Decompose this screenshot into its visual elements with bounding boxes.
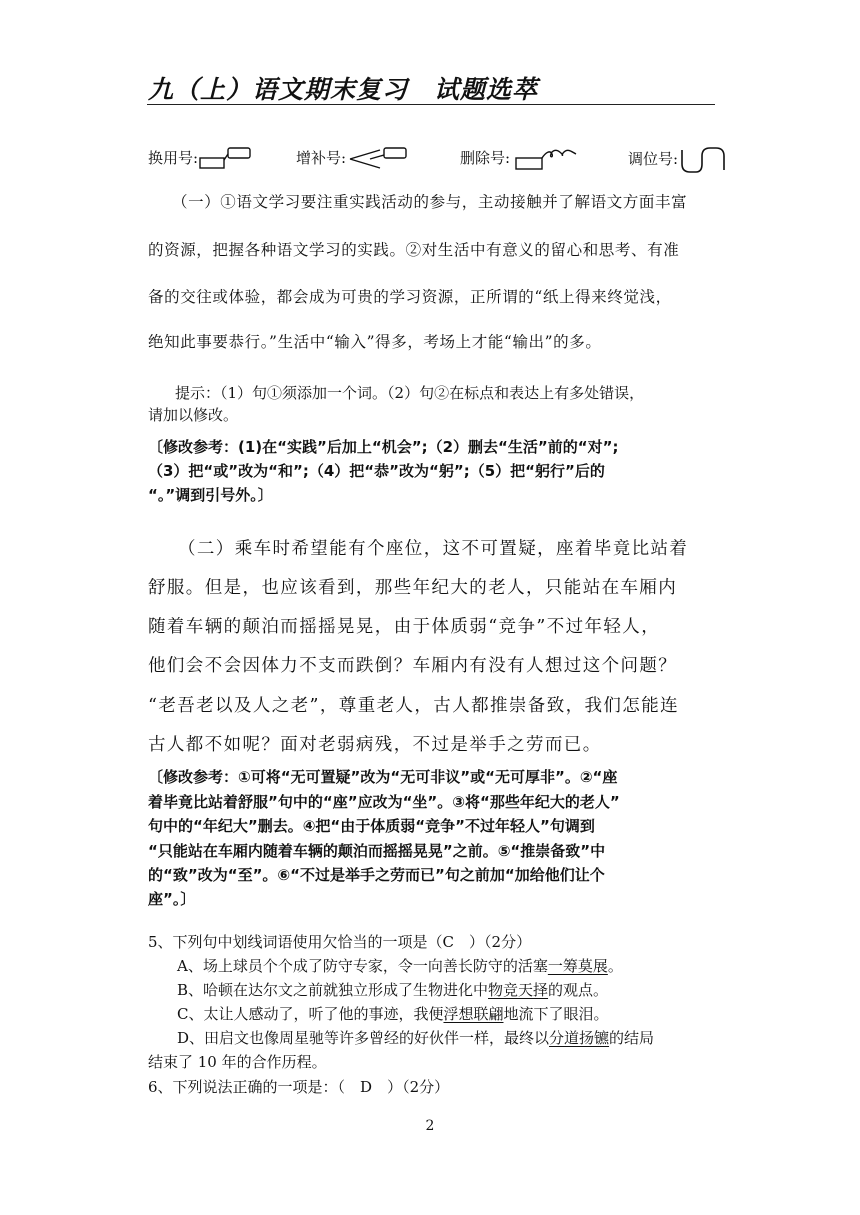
option-c-text-after: 地流下了眼泪。 [503, 1005, 609, 1023]
question5-option-c [177, 1003, 609, 1024]
insert-mark-label: 增补号: [296, 149, 347, 167]
transpose-mark-icon [678, 146, 730, 174]
section2-line-3: 随着车辆的颠泊而摇摇晃晃，由于体质弱“竞争”不过年轻人， [148, 617, 661, 637]
option-c-underlined-phrase: 浮想联翩 [443, 1005, 504, 1023]
section2-answer-line-2: 着毕竟比站着舒服”句中的“座”应改为“坐”。③将“那些年纪大的老人” [148, 793, 620, 811]
section2-answer-line-6: 座”。〕 [148, 890, 196, 908]
question5-option-a [177, 955, 623, 976]
question5-option-d [177, 1027, 654, 1048]
section2-line-5: “老吾老以及人之老”，尊重老人，古人都推崇备致，我们怎能连 [148, 696, 679, 716]
section1-line-3: 备的交往或体验，都会成为可贵的学习资源，正所谓的“纸上得来终觉浅， [148, 288, 672, 306]
section1-answer-line-1: 〔修改参考：(1)在“实践”后加上“机会”;（2）删去“生活”前的“对”; [148, 438, 619, 456]
option-b-text-after: 的观点。 [548, 981, 609, 999]
option-a-text-after: 。 [607, 957, 623, 975]
replace-mark-icon [198, 146, 254, 172]
page-title: 九（上）语文期末复习 试题选萃 [148, 75, 539, 104]
transpose-mark-label: 调位号: [628, 150, 679, 168]
section2-answer-line-5: 的“致”改为“至”。⑥“不过是举手之劳而已”句之前加“加给他们让个 [148, 866, 605, 884]
section2-line-2: 舒服。但是，也应该看到，那些年纪大的老人，只能站在车厢内 [148, 578, 678, 598]
section1-hint-line-2: 请加以修改。 [148, 406, 239, 424]
option-d-underlined-phrase: 分道扬镳 [549, 1029, 610, 1047]
question5-option-b [177, 979, 608, 1000]
replace-mark-legend [148, 146, 254, 172]
section2-answer-line-3: 句中的“年纪大”删去。④把“由于体质弱“竞争”不过年轻人”句调到 [148, 817, 595, 835]
section1-line-2: 的资源，把握各种语文学习的实践。②对生活中有意义的留心和思考、有准 [148, 241, 680, 259]
option-b-underlined-phrase: 物竞天择 [488, 981, 549, 999]
question6-stem: 6、下列说法正确的一项是：（ D ）（2分） [148, 1078, 450, 1096]
option-d-text-before: D、田启文也像周星驰等许多曾经的好伙伴一样，最终以 [177, 1029, 550, 1047]
option-b-text-before: B、哈顿在达尔文之前就独立形成了生物进化中 [177, 981, 489, 999]
section2-line-1: （二）乘车时希望能有个座位，这不可置疑，座着毕竟比站着 [178, 539, 689, 559]
transpose-mark-legend [628, 146, 730, 174]
header-divider [147, 104, 715, 105]
option-a-underlined-phrase: 一筹莫展 [547, 957, 608, 975]
question5-option-d-line-2: 结束了 10 年的合作历程。 [148, 1053, 327, 1071]
delete-mark-icon [510, 146, 590, 172]
section2-line-4: 他们会不会因体力不支而跌倒？车厢内有没有人想过这个问题？ [148, 656, 678, 676]
section2-line-6: 古人都不如呢？面对老弱病残，不过是举手之劳而已。 [148, 735, 602, 755]
option-d-text-after: 的结局 [609, 1029, 655, 1047]
section1-hint-line-1: 提示：（1）句①须添加一个词。（2）句②在标点和表达上有多处错误， [175, 384, 645, 402]
section1-line-4: 绝知此事要恭行。”生活中“输入”得多，考场上才能“输出”的多。 [148, 333, 602, 351]
delete-mark-label: 删除号: [460, 149, 511, 167]
option-a-text-before: A、场上球员个个成了防守专家，令一向善长防守的活塞 [177, 957, 548, 975]
section1-answer-line-2: （3）把“或”改为“和”;（4）把“恭”改为“躬”;（5）把“躬行”后的 [148, 462, 605, 480]
insert-mark-legend [296, 146, 418, 172]
page-number: 2 [425, 1118, 435, 1134]
question5-stem: 5、下列句中划线词语使用欠恰当的一项是（C ）（2分） [148, 933, 532, 951]
insert-mark-icon [346, 146, 418, 172]
section2-answer-line-1: 〔修改参考：①可将“无可置疑”改为“无可非议”或“无可厚非”。②“座 [148, 768, 618, 786]
section1-line-1: （一）①语文学习要注重实践活动的参与，主动接触并了解语文方面丰富 [172, 193, 688, 211]
section1-answer-line-3: “。”调到引号外。〕 [148, 486, 273, 504]
replace-mark-label: 换用号: [148, 149, 199, 167]
option-c-text-before: C、太让人感动了，听了他的事迹，我便 [177, 1005, 444, 1023]
section2-answer-line-4: “只能站在车厢内随着车辆的颠泊而摇摇晃晃”之前。⑤“推崇备致”中 [148, 842, 606, 860]
delete-mark-legend [460, 146, 590, 172]
